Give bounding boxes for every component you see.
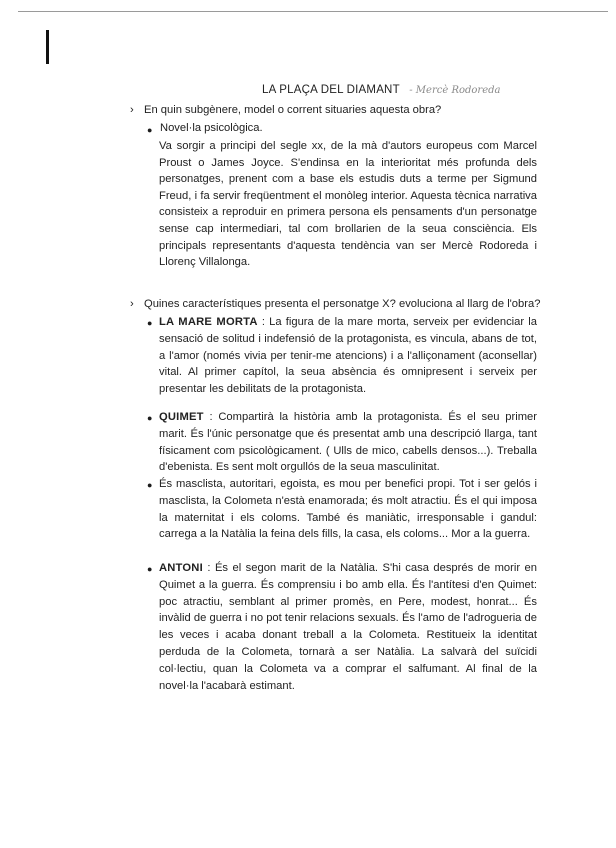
paragraph-quimet	[159, 409, 537, 476]
paragraph-quimet-continued	[159, 476, 537, 543]
bullet-icon: ●	[147, 413, 153, 423]
scan-top-edge	[18, 11, 608, 12]
question-2	[130, 298, 540, 310]
bullet-icon: ●	[147, 318, 153, 328]
question-1	[130, 104, 441, 116]
label-antoni: ANTONI	[159, 562, 203, 574]
question-2-text: Quines característiques presenta el personatge X? evoluciona al llarg de l'obra?	[144, 298, 541, 310]
paragraph-antoni	[159, 560, 537, 694]
title-row	[262, 80, 500, 98]
margin-mark	[46, 30, 49, 64]
label-la-mare-morta: LA MARE MORTA	[159, 316, 258, 328]
text-antoni: : És el segon marit de la Natàlia. S'hi casa després de morir en Quimet a la guerra. És comprensiu i bo amb ella. És l'antítesi d'en Quimet: poc atractiu, semblant al primer promès, en Pere, modest, honrat... És invàlid de guerra i no pot tenir relacions sexuals. És l'amo de l'adrogueria de les veces i acaba donant treball a la Colometa. Restitueix la identitat perduda de la Colometa, tornarà a ser Natàlia. La salvarà del suïcidi col·lectiu, quan la Colometa va a comprar el salfumant. Al final de la novel·la l'acabarà estimant.	[159, 562, 537, 692]
handwritten-note: - Mercè Rodoreda	[409, 85, 501, 96]
text-quimet-continued: És masclista, autoritari, egoista, es mou per benefici propi. Tot i ser gelós i masclista, la Colometa n'està enamorada; és molt atractiu. És el qui imposa la maternitat i els coloms. També és maniàtic, irresponsable i gandul: carrega a la Natàlia la feina dels fills, la casa, els coloms... Mor a la guerra.	[159, 478, 537, 541]
bullet-icon: ●	[147, 564, 153, 574]
document-title: LA PLAÇA DEL DIAMANT	[262, 84, 400, 96]
question-1-text: En quin subgènere, model o corrent situaries aquesta obra?	[144, 104, 442, 116]
text-la-mare-morta: : La figura de la mare morta, serveix per evidenciar la sensació de solitud i indefensió de la protagonista, es vincula, abans de tot, a l'amor (només vivia per tenir-me atencions) i a l'alliçonament (aconsellar) vital. Al primer capítol, la seua absència és omnipresent i serveix per presentar les debilitats de la protagonista.	[159, 316, 537, 396]
paragraph-la-mare-morta	[159, 314, 537, 398]
bullet-icon: ●	[147, 125, 153, 135]
arrow-icon: ›	[130, 298, 134, 310]
paragraph-novella-psicologica: Va sorgir a principi del segle xx, de la mà d'autors europeus com Marcel Proust o James Joyce. S'endinsa en la interioritat més profunda dels personatges, prenent com a base els estudis duts a terme per Sigmund Freud, i fa servir freqüentment el monòleg interior. Aquesta tècnica narrativa consisteix a reproduir en primera persona els pensaments d'un personatge sense cap intermediari, tal com brollarien de la seua consciència. Els principals representants d'aquesta tendència van ser Mercè Rodoreda i Llorenç Villalonga.	[159, 140, 537, 269]
text-quimet: : Compartirà la història amb la protagonista. És el seu primer marit. És l'únic personatge que és presentat amb una descripció llarga, tant físicament com psicològicament. ( Ulls de mico, cabells densos...). Treballa d'ebenista. Es sent molt orgullós de la seua masculinitat.	[159, 411, 537, 474]
label-quimet: QUIMET	[159, 411, 204, 423]
arrow-icon: ›	[130, 104, 134, 116]
item-heading-novella-psicologica: Novel·la psicològica.	[160, 122, 263, 134]
bullet-icon: ●	[147, 480, 153, 490]
